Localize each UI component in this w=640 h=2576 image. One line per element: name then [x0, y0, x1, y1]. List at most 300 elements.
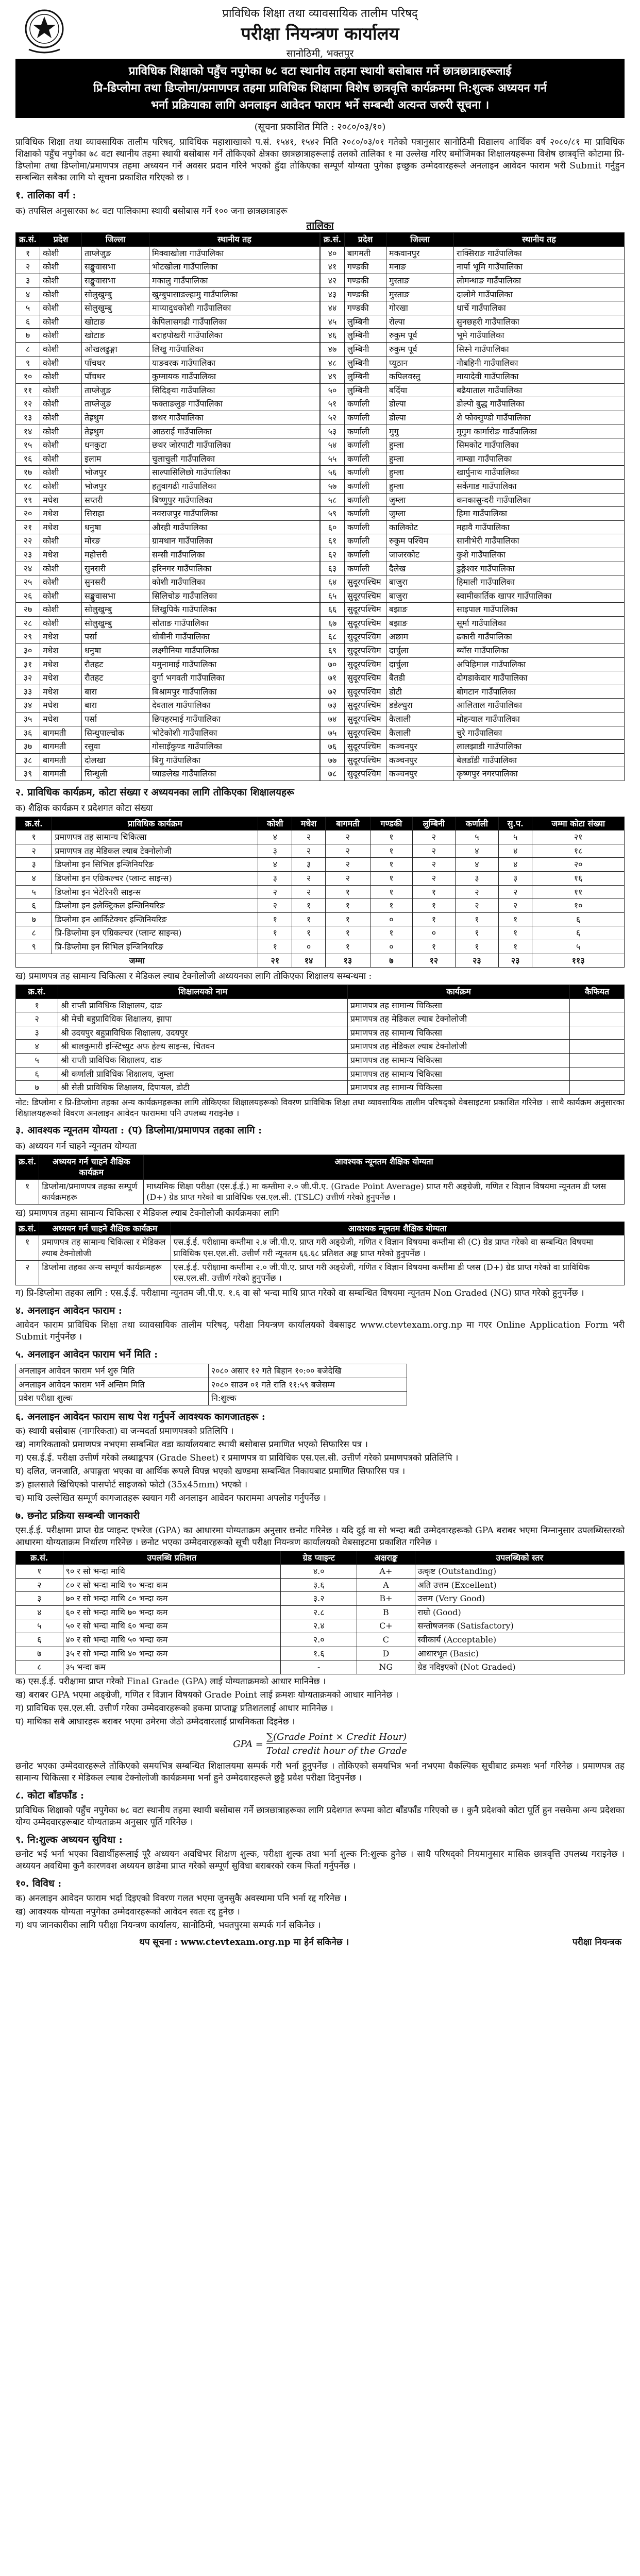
table-cell: ३७: [16, 740, 40, 754]
table-cell: ४०: [321, 246, 345, 260]
table-cell: ०: [370, 940, 413, 954]
table-cell: सुदूरपश्चिम: [345, 630, 386, 644]
table-cell: मुगुम कार्मारोङ गाउँपालिका: [454, 425, 625, 438]
gpa-formula: [15, 1731, 625, 1758]
section-heading: १०. विविध :: [15, 1878, 62, 1890]
municipality-row: [16, 616, 320, 630]
quota-table: [15, 817, 625, 968]
table-cell: २७: [16, 603, 40, 617]
list-item: ख) बराबर GPA भएमा अङ्ग्रेजी, गणित र विज्ञान विषयको Grade Point लाई क्रमशः योग्यताक्रमको आधार मानिनेछ ।: [15, 1689, 399, 1700]
table-cell: १: [455, 912, 498, 926]
list-item: घ) दलित, जनजाति, अपाङ्गता भएका वा आर्थिक रूपले विपन्न भएको खण्डमा सम्बन्धित निकायबाट प्रमाणित सिफारिस पत्र ।: [15, 1466, 406, 1477]
table-cell: कर्णाली: [345, 520, 386, 534]
table-cell: ६४: [321, 575, 345, 589]
table-cell: कोशी: [40, 562, 82, 575]
table-cell: ३.६: [281, 1578, 357, 1592]
table-cell: धोबीनी गाउँपालिका: [149, 630, 320, 644]
table-cell: लुम्बिनी: [345, 356, 386, 370]
municipality-row: [16, 425, 320, 438]
table-header-cell: जिल्ला: [386, 233, 454, 247]
grade-row: [16, 1619, 625, 1633]
table-cell: सोलुखुम्बु: [82, 603, 149, 617]
table-cell: दोगडाकेदार गाउँपालिका: [454, 671, 625, 685]
table-cell: कर्णाली: [345, 397, 386, 411]
table-cell: NG: [357, 1660, 415, 1674]
office-name: परीक्षा नियन्त्रण कार्यालय: [241, 23, 399, 44]
table-cell: राक्सिराङ गाउँपालिका: [454, 246, 625, 260]
municipality-row: [321, 603, 625, 617]
grade-table: [15, 1551, 625, 1674]
table-cell: डोटी: [386, 685, 454, 699]
table-cell: कपिलवस्तु: [386, 370, 454, 384]
municipality-row: [16, 562, 320, 575]
table-cell: ४: [16, 871, 52, 885]
table-cell: ३६: [16, 726, 40, 740]
table-cell: A: [357, 1578, 415, 1592]
table-cell: स्वामीकार्तिक खापर गाउँपालिका: [454, 589, 625, 603]
table-cell: धनुषा: [82, 644, 149, 658]
section-heading: ५. अनलाइन आवेदन फाराम भर्ने मिति :: [15, 1349, 158, 1361]
table-cell: नि:शुल्क: [208, 1392, 407, 1405]
table-cell: मोरङ: [82, 534, 149, 548]
table-cell: श्री बालकुमारी इन्स्टिच्युट अफ हेल्थ साइन्स, चितवन: [58, 1040, 348, 1054]
table-cell: C+: [357, 1619, 415, 1633]
table-cell: [570, 1012, 625, 1026]
table-cell: जाजरकोट: [386, 548, 454, 562]
table-cell: २.८: [281, 1605, 357, 1619]
table-cell: ८० र सो भन्दा माथि ९० भन्दा कम: [63, 1578, 281, 1592]
table-cell: ३: [16, 1026, 58, 1040]
table-cell: श्री राप्ती प्राविधिक शिक्षालय, दाङ: [58, 1054, 348, 1067]
table-cell: १: [370, 899, 413, 913]
table-cell: खोटाङ: [82, 315, 149, 329]
table-cell: सिलिचोङ गाउँपालिका: [149, 589, 320, 603]
table-cell: कर्णाली: [345, 411, 386, 425]
table-cell: चुलाचुली गाउँपालिका: [149, 452, 320, 466]
table-cell: ७: [16, 912, 52, 926]
table-cell: फक्ताङलुङ गाउँपालिका: [149, 397, 320, 411]
table-cell: सुदूरपश्चिम: [345, 603, 386, 617]
table-cell: साइपाल गाउँपालिका: [454, 603, 625, 617]
table-cell: [570, 1026, 625, 1040]
table-header-cell: मधेश: [292, 817, 325, 831]
table-cell: पाँचथर: [82, 370, 149, 384]
subsection-heading: क) तपसिल अनुसारका ७८ वटा पालिकामा स्थायी बसोबास गर्ने १०० जना छात्रछात्राहरू: [15, 206, 288, 216]
table-cell: सुदूरपश्चिम: [345, 657, 386, 671]
table-cell: माध्यमिक शिक्षा परीक्षा (एस.ई.ई.) मा कम्तीमा २.० जी.पी.ए. (Grade Point Average) प्राप्त गरी अङ्ग्रेजी, गणित र विज्ञान विषयमा न्यूनतम डी प्लस (D+) ग्रेड प्राप्त गरेको वा प्राविधिक एस.एल.सी. (TSLC) उत्तीर्ण गरेको हुनुपर्नेछ ।: [144, 1179, 625, 1204]
table-cell: B: [357, 1605, 415, 1619]
table-cell: १: [325, 885, 370, 899]
table-header-cell: लुम्बिनी: [412, 817, 455, 831]
table-cell: याङवरक गाउँपालिका: [149, 356, 320, 370]
gpa-formula-numerator: ∑(Grade Point × Credit Hour): [266, 1731, 407, 1742]
municipality-row: [16, 575, 320, 589]
table-cell: २: [292, 844, 325, 858]
table-cell: प्रि-डिप्लोमा इन सिभिल इन्जिनियरिङ: [52, 940, 258, 954]
table-cell: कर्णाली: [345, 534, 386, 548]
table-cell: ३.२: [281, 1592, 357, 1606]
table-cell: सिन्धुली: [82, 767, 149, 781]
table-cell: कुशे गाउँपालिका: [454, 548, 625, 562]
table-cell: ३: [16, 1592, 63, 1606]
table-cell: कर्णाली: [345, 479, 386, 493]
council-name: प्राविधिक शिक्षा तथा व्यावसायिक तालीम परिषद्: [222, 7, 418, 20]
table-cell: २४: [16, 562, 40, 575]
table-cell: यमुनामाई गाउँपालिका: [149, 657, 320, 671]
table-cell: ५४: [321, 438, 345, 452]
table-cell: ६: [532, 926, 625, 940]
municipality-row: [321, 466, 625, 480]
table-cell: अपिहिमाल गाउँपालिका: [454, 657, 625, 671]
municipality-row: [321, 246, 625, 260]
table-cell: २: [455, 899, 498, 913]
table-cell: कर्णाली: [345, 493, 386, 507]
table-cell: मधेश: [40, 493, 82, 507]
grade-row: [16, 1592, 625, 1606]
notice-title: [15, 59, 625, 118]
table-cell: सर्केगाड गाउँपालिका: [454, 479, 625, 493]
table-header-cell: कैफियत: [570, 985, 625, 999]
table-cell: माप्यादुधकोशी गाउँपालिका: [149, 301, 320, 315]
table-cell: ०: [292, 940, 325, 954]
table-cell: ५९: [321, 507, 345, 521]
table-header-cell: स्थानीय तह: [454, 233, 625, 247]
table-cell: १: [16, 998, 58, 1012]
list-item: ग) प्राविधिक एस.एल.सी. उत्तीर्ण गरेका उम्मेदवारहरूको हकमा प्राप्ताङ्क प्रतिशतलाई आधार मानिनेछ ।: [15, 1703, 333, 1714]
table-cell: -: [281, 1660, 357, 1674]
institution-row: [16, 1067, 625, 1081]
table-cell: मायादेवी गाउँपालिका: [454, 370, 625, 384]
admission-paragraph: छनोट भएका उम्मेदवारहरूले तोकिएको समयभित्र सम्बन्धित शिक्षालयमा सम्पर्क गरी भर्ना हुनुपर्नेछ । तोकिएको समयभित्र भर्ना नभएमा वैकल्पिक सूचीबाट क्रमशः भर्ना गरिनेछ । प्रमाणपत्र तह सामान्य चिकित्सा र मेडिकल ल्याब टेक्नोलोजी कार्यक्रममा भर्ना हुने उम्मेदवारहरूले छुट्टै प्रवेश परीक्षा दिनुपर्नेछ ।: [15, 1761, 625, 1784]
table-cell: १: [16, 246, 40, 260]
table-cell: १: [370, 844, 413, 858]
table-cell: ६: [16, 1067, 58, 1081]
municipality-row: [321, 534, 625, 548]
table-cell: १४: [292, 954, 325, 968]
table-cell: कर्णाली: [345, 562, 386, 575]
list-item: ग) एस.ई.ई. परीक्षा उत्तीर्ण गरेको लब्धाङ्कपत्र (Grade Sheet) र प्रमाणपत्र वा प्राविधिक एस.एल.सी. उत्तीर्ण गरेको प्रमाणपत्रको प्रतिलिपि ।: [15, 1453, 459, 1464]
municipality-row: [321, 657, 625, 671]
table-cell: बढैयाताल गाउँपालिका: [454, 383, 625, 397]
table-cell: कोशी: [40, 534, 82, 548]
title-line: प्राविधिक शिक्षाको पहुँच नपुगेका ७८ वटा स्थानीय तहमा स्थायी बसोबास गर्ने छात्रछात्राहरूलाई: [128, 64, 512, 78]
quota-row: [16, 899, 625, 913]
grade-row: [16, 1660, 625, 1674]
table-cell: सुनसरी: [82, 575, 149, 589]
table-cell: भोजपुर: [82, 466, 149, 480]
table-cell: ६: [532, 912, 625, 926]
table-cell: १: [292, 899, 325, 913]
table-cell: डिप्लोमा इन एग्रिकल्चर (प्लान्ट साइन्स): [52, 871, 258, 885]
table-header-cell: बागमती: [325, 817, 370, 831]
municipality-row: [321, 507, 625, 521]
section-heading: १. तालिका वर्ग :: [15, 190, 76, 201]
municipality-row: [321, 425, 625, 438]
quota-row: [16, 940, 625, 954]
table-cell: एस.ई.ई. परीक्षामा कम्तीमा २.० जी.पी.ए. प्राप्त गरी अङ्ग्रेजी, गणित र विज्ञान विषयमा कम्तीमा डी प्लस (D+) ग्रेड प्राप्त गरेको वा प्राविधिक एस.एल.सी. उत्तीर्ण गरेको हुनुपर्नेछ ।: [171, 1260, 624, 1285]
table-cell: डिप्लोमा इन इलेक्ट्रिकल इन्जिनियरिङ: [52, 899, 258, 913]
table-cell: सङ्खुवासभा: [82, 589, 149, 603]
table-cell: प्यूठान: [386, 356, 454, 370]
table-cell: २: [292, 871, 325, 885]
table-cell: बाजुरा: [386, 589, 454, 603]
table-cell: हुम्ला: [386, 438, 454, 452]
table-cell: सुदूरपश्चिम: [345, 616, 386, 630]
qualification-row: [16, 1235, 625, 1260]
table-header-cell: अक्षराङ्क: [357, 1551, 415, 1565]
table-cell: सुनसरी: [82, 562, 149, 575]
table-cell: ६०: [321, 520, 345, 534]
table-cell: १: [16, 1565, 63, 1579]
municipality-row: [16, 767, 320, 781]
section-heading: ६. अनलाइन आवेदन फाराम साथ पेश गर्नुपर्ने आवश्यक कागजातहरू :: [15, 1411, 265, 1422]
table-cell: २६: [16, 589, 40, 603]
table-header-cell: प्रदेश: [345, 233, 386, 247]
table-cell: भोटखोला गाउँपालिका: [149, 260, 320, 274]
table-cell: कोशी: [40, 466, 82, 480]
municipality-row: [16, 685, 320, 699]
table-cell: खुम्बुपासाङल्हामु गाउँपालिका: [149, 287, 320, 301]
table-cell: मधेश: [40, 671, 82, 685]
table-cell: ६: [16, 315, 40, 329]
table-cell: सूर्मा गाउँपालिका: [454, 616, 625, 630]
table-cell: २: [455, 885, 498, 899]
municipality-row: [16, 260, 320, 274]
table-cell: ४: [16, 287, 40, 301]
municipality-table-left: [15, 232, 320, 781]
municipality-row: [16, 397, 320, 411]
municipality-row: [321, 671, 625, 685]
table-cell: बराहपोखरी गाउँपालिका: [149, 329, 320, 343]
table-cell: दैलेख: [386, 562, 454, 575]
table-header-cell: ग्रेड प्वाइन्ट: [281, 1551, 357, 1565]
table-cell: २: [16, 260, 40, 274]
table-cell: हरिनगर गाउँपालिका: [149, 562, 320, 575]
table-cell: ५३: [321, 425, 345, 438]
table-cell: डिप्लोमा इन सिभिल इन्जिनियरिङ: [52, 858, 258, 872]
list-item: च) माथि उल्लेखित सम्पूर्ण कागजातहरू स्क्यान गरी अनलाइन आवेदन फाराममा अपलोड गर्नुपर्नेछ ।: [15, 1493, 326, 1504]
table-cell: १.६: [281, 1647, 357, 1660]
institution-row: [16, 1026, 625, 1040]
table-cell: ७: [16, 1081, 58, 1095]
table-cell: मधेश: [40, 657, 82, 671]
subsection-heading: ख) प्रमाणपत्र तह सामान्य चिकित्सा र मेडिकल ल्याब टेक्नोलोजी अध्ययनका लागि तोकिएका शिक्षालय सम्बन्धमा :: [15, 971, 372, 982]
table-cell: ५: [16, 301, 40, 315]
table-cell: १: [292, 912, 325, 926]
table-cell: बिगु गाउँपालिका: [149, 753, 320, 767]
table-cell: २०: [532, 858, 625, 872]
footer: [15, 1937, 625, 1957]
table-cell: २०: [16, 507, 40, 521]
municipality-row: [16, 671, 320, 685]
table-cell: २९: [16, 630, 40, 644]
table-cell: प्रमाणपत्र तह मेडिकल ल्याब टेक्नोलोजी: [347, 1012, 569, 1026]
table-cell: बेलडाँडी गाउँपालिका: [454, 753, 625, 767]
qualification-row: [16, 1260, 625, 1285]
table-cell: १५: [16, 438, 40, 452]
municipality-row: [321, 644, 625, 658]
date-table: [15, 1364, 407, 1405]
table-cell: ४३: [321, 287, 345, 301]
date-row: [16, 1378, 407, 1392]
municipality-row: [16, 356, 320, 370]
table-cell: ३९: [16, 767, 40, 781]
institution-row: [16, 998, 625, 1012]
table-cell: २.०: [281, 1633, 357, 1647]
table-cell: १०: [16, 370, 40, 384]
table-cell: २: [412, 844, 455, 858]
table-cell: ४६: [321, 329, 345, 343]
municipality-row: [16, 520, 320, 534]
table-cell: ८: [16, 343, 40, 357]
table-cell: कर्णाली: [345, 466, 386, 480]
table-cell: आधारभूत (Basic): [415, 1647, 624, 1660]
table-cell: २: [258, 885, 292, 899]
municipality-row: [16, 589, 320, 603]
table-cell: १४: [16, 425, 40, 438]
quota-row: [16, 844, 625, 858]
table-cell: कोशी: [40, 616, 82, 630]
table-cell: जुम्ला: [386, 507, 454, 521]
table-cell: ५: [498, 831, 532, 844]
municipality-row: [321, 767, 625, 781]
list-item: ख) आवश्यक योग्यता नपुगेका उम्मेदवारहरूको आवेदन स्वतः रद्द हुनेछ ।: [15, 1906, 240, 1917]
table-cell: डिप्लोमा/प्रमाणपत्र तहका सम्पूर्ण कार्यक्रमहरू: [39, 1179, 144, 1204]
table-header-cell: क्र.सं.: [16, 233, 40, 247]
table-cell: ७: [16, 1647, 63, 1660]
table-header-cell: अध्ययन गर्न चाहने शैक्षिक कार्यक्रम: [39, 1155, 144, 1179]
municipality-row: [321, 520, 625, 534]
table-header-cell: आवश्यक न्यूनतम शैक्षिक योग्यता: [144, 1155, 625, 1179]
table-cell: प्रमाणपत्र तह सामान्य चिकित्सा: [347, 998, 569, 1012]
table-cell: कोशी: [40, 589, 82, 603]
table-cell: कर्णाली: [345, 438, 386, 452]
table-cell: १: [16, 1235, 39, 1260]
table-cell: महोत्तरी: [82, 548, 149, 562]
municipality-row: [16, 466, 320, 480]
municipality-row: [321, 726, 625, 740]
table-cell: डडेल्धुरा: [386, 699, 454, 713]
municipality-row: [16, 479, 320, 493]
table-cell: रुकुम पश्चिम: [386, 534, 454, 548]
table-header-cell: कोशी: [258, 817, 292, 831]
table-cell: १: [498, 926, 532, 940]
table-cell: सोताङ गाउँपालिका: [149, 616, 320, 630]
table-cell: १: [258, 926, 292, 940]
table-cell: ४: [258, 858, 292, 872]
table-cell: १: [370, 926, 413, 940]
table-cell: १६: [16, 452, 40, 466]
table-cell: लालझाडी गाउँपालिका: [454, 740, 625, 754]
table-cell: डोल्पा: [386, 397, 454, 411]
table-cell: प्रमाणपत्र तह सामान्य चिकित्सा: [347, 1054, 569, 1067]
table-cell: सुदूरपश्चिम: [345, 685, 386, 699]
quota-row: [16, 858, 625, 872]
municipality-row: [16, 644, 320, 658]
table-cell: ३: [16, 858, 52, 872]
table-cell: ७२: [321, 685, 345, 699]
table-cell: १: [455, 926, 498, 940]
table-cell: १: [370, 871, 413, 885]
table-cell: मधेश: [40, 699, 82, 713]
table-cell: लिखुपिके गाउँपालिका: [149, 603, 320, 617]
table-cell: २१: [16, 520, 40, 534]
table-cell: रुकुम पूर्व: [386, 343, 454, 357]
table-cell: ४८: [321, 356, 345, 370]
table-cell: डिप्लोमा इन आर्किटेक्चर इन्जिनियरिङ: [52, 912, 258, 926]
table-cell: चुरे गाउँपालिका: [454, 726, 625, 740]
table-cell: लुम्बिनी: [345, 370, 386, 384]
table-cell: बारा: [82, 699, 149, 713]
municipality-row: [321, 713, 625, 726]
table-cell: बागमती: [40, 726, 82, 740]
table-cell: हिमाली गाउँपालिका: [454, 575, 625, 589]
table-cell: ५१: [321, 397, 345, 411]
institution-row: [16, 1012, 625, 1026]
table-cell: बझाङ: [386, 603, 454, 617]
table-cell: कञ्चनपुर: [386, 753, 454, 767]
section-heading: ४. अनलाइन आवेदन फाराम :: [15, 1304, 122, 1316]
municipality-row: [16, 630, 320, 644]
table-cell: २: [292, 885, 325, 899]
nepal-emblem-icon: [24, 6, 65, 54]
table-cell: २.४: [281, 1619, 357, 1633]
table-cell: ०: [412, 926, 455, 940]
quota-row: [16, 831, 625, 844]
table-header-cell: उपलब्धिको स्तर: [415, 1551, 624, 1565]
document-list: [15, 1426, 625, 1504]
table-cell: कनकासुन्दरी गाउँपालिका: [454, 493, 625, 507]
section-heading: ७. छनोट प्रक्रिया सम्बन्धी जानकारी: [15, 1510, 140, 1521]
grade-row: [16, 1565, 625, 1579]
table-cell: ५७: [321, 479, 345, 493]
table-cell: १२: [412, 954, 455, 968]
municipality-row: [16, 713, 320, 726]
table-cell: छिपहरमाई गाउँपालिका: [149, 713, 320, 726]
table-cell: B+: [357, 1592, 415, 1606]
table-cell: १३: [16, 411, 40, 425]
table-cell: कोशी: [40, 383, 82, 397]
table-cell: ६२: [321, 548, 345, 562]
quota-row: [16, 885, 625, 899]
municipality-row: [321, 411, 625, 425]
table-cell: ९० र सो भन्दा माथि: [63, 1565, 281, 1579]
table-cell: खार्पुनाथ गाउँपालिका: [454, 466, 625, 480]
pre-diploma-qualification: ग) प्रि-डिप्लोमा तहका लागि : एस.ई.ई. परीक्षामा न्यूनतम जी.पी.ए. १.६ वा सो भन्दा माथि प्राप्त गरेको वा सम्बन्धित विषयमा न्यूनतम Non Graded (NG) प्राप्त गरेको हुनुपर्नेछ ।: [15, 1287, 584, 1298]
table-cell: ३१: [16, 657, 40, 671]
table-cell: ४४: [321, 301, 345, 315]
municipality-row: [321, 343, 625, 357]
table-cell: प्रमाणपत्र तह सामान्य चिकित्सा र मेडिकल ल्याब टेक्नोलोजी: [39, 1235, 171, 1260]
table-cell: ४: [455, 844, 498, 858]
table-cell: ३५: [16, 713, 40, 726]
table-header-cell: कार्यक्रम: [347, 985, 569, 999]
table-cell: कञ्चनपुर: [386, 767, 454, 781]
table-cell: साल्पासिलिछो गाउँपालिका: [149, 466, 320, 480]
table-cell: स्वीकार्य (Acceptable): [415, 1633, 624, 1647]
table-header-cell: गण्डकी: [370, 817, 413, 831]
table-cell: उत्कृष्ट (Outstanding): [415, 1565, 624, 1579]
table-cell: २३: [455, 954, 498, 968]
table-cell: छथर जोरपाटी गाउँपालिका: [149, 438, 320, 452]
table-cell: १८: [16, 479, 40, 493]
municipality-row: [16, 343, 320, 357]
table-cell: सोलुखुम्बु: [82, 287, 149, 301]
table-cell: [570, 998, 625, 1012]
table-cell: बिश्रामपुर गाउँपालिका: [149, 685, 320, 699]
table-cell: ७: [16, 329, 40, 343]
table-cell: ३०: [16, 644, 40, 658]
